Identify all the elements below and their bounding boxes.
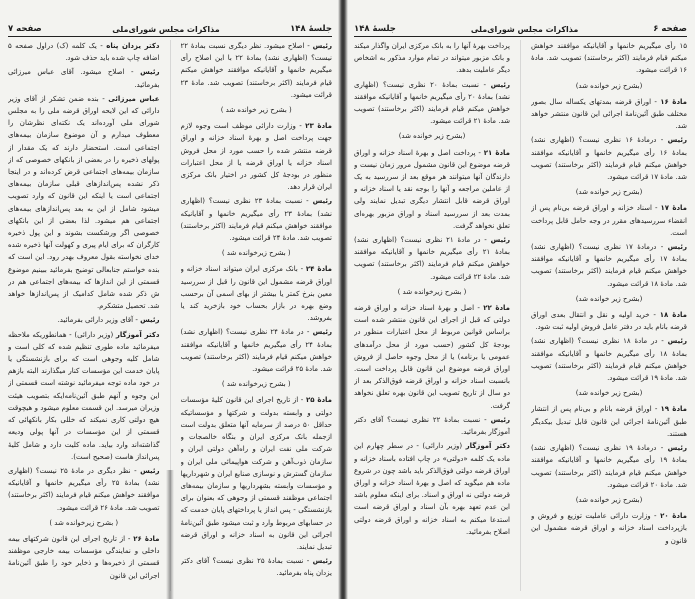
paragraph-text: - از تاریخ اجرای این قانون شرکتهای بیمه داخلی و نمایندگی مؤسسات بیمه خارجی موظفند قسمتی از ذخیره‌ها و ذخایر خود را طبق آئین‌نامهٔ اجرائی این قانون [8, 534, 160, 580]
speaker-name: دکتر یزدان پناه [106, 42, 160, 50]
reading-note [531, 387, 687, 399]
paragraph [181, 263, 333, 324]
reading-note [354, 286, 510, 298]
paragraph-text: - درمادهٔ ۱۶ نظری نیست؟ (اظهاری نشد) بمادهٔ ۱۶ رأی میگیریم خانمها و آقایانیکه موافقند خواهش میکنم قیام فرمایند (اکثر برخاستند) تصویب شد. مادهٔ ۱۷ قرائت میشود. [531, 136, 687, 182]
speaker-name: رئیس [667, 337, 687, 346]
reading-note [181, 104, 333, 116]
paragraph-text: ( بشرح زیرخوانده شد ) [221, 380, 291, 389]
speaker-name: رئیس [140, 316, 160, 325]
header-title: مذاکرات مجلس شورای‌ملی [470, 25, 579, 34]
paragraph-text: - اسناد خزانه و اوراق قرضه بی‌نام پس از انقضاء سررسیدهای مقرر در وجه حامل قابل پرداخت است. [531, 204, 687, 237]
speaker-name: رئیس [140, 68, 160, 77]
paragraph-text: - اوراق قرضه بمدتهای یکساله سال بصور مختلف طبق آئین‌نامهٔ اجرائی این قانون منتشر خواهد شد. [531, 97, 687, 131]
article-label: مادهٔ ۱۹ [660, 405, 687, 414]
paragraph-text: - اصل و بهرهٔ اسناد خزانه و اوراق قرضه دولتی که قبل از اجرای این قانون منتشر شده است براساس قوانین مربوط از محل اعتبارات منظور در بودجهٔ کل کشور (حسب مورد از محل درآمدهای عمومی یا برنامه) یا از محل وجوه حاصل از فروش اوراق قرضه موضوع این قانون قابل پرداخت است. بانسبت اسناد خزانه و اوراق قرضه فوق‌الذکر بعد از دو سال از تاریخ تصویب این قانون بهره تعلق نخواهد گرفت. [354, 304, 510, 410]
paragraph-text: پرداخت بهرهٔ آنها را به بانک مرکزی ایران واگذار میکند و بانک مزبور میتواند در تمام موارد مذکور به اشخاص دیگر عاملیت بدهد. [354, 42, 510, 75]
paragraph [8, 533, 160, 582]
paragraph-text: - از تاریخ اجرای این قانون کلیهٔ مؤسسات دولتی و وابسته بدولت و شرکتها و مؤسساتیکه حداقل ۵۰ درصد از سرمایه آنها متعلق بدولت است ازجمله بانک مرکزی ایران و بنگاه خالصجات و شرکت ملی نفت ایران و راه‌آهن دولتی ایران و سازمان ذوب‌آهن و شرکت هواپیمائی ملی ایران و سازمان گسترش و نوسازی صنایع ایران و شهرداریها و مؤسسات وابسته بشهرداریها و سازمان بیمه‌های اجتماعی موظفند قسمتی از وجوهی که بعنوان برای بازنشستگی - پس انداز یا پرداختهای پایان خدمت که در حسابهای مربوط وارد و ثبت میشود طبق آئین‌نامهٔ اجرائی این قانون به اسناد خزانه و اوراق قرضه تبدیل نمایند. [180, 396, 332, 551]
reading-note [181, 378, 333, 390]
paragraph-text: - نسبت بمادهٔ ۲۰ نظری نیست؟ (اظهاری نشد) بمادهٔ ۲۰ رأی میگیریم خانمها و آقایانیکه موافقند خواهش میکنم قیام فرمایند (اکثر برخاستند) تصویب شد. مادهٔ ۲۱ قرائت میشود. [354, 80, 510, 126]
paragraph [354, 440, 510, 538]
reading-note [181, 247, 333, 259]
speaker-name: رئیس [312, 328, 332, 337]
speaker-name: رئیس [490, 236, 510, 245]
speaker-name: رئیس [312, 557, 332, 566]
paragraph [8, 314, 160, 326]
reading-note [354, 130, 510, 142]
column [8, 40, 160, 591]
paragraph [354, 302, 510, 412]
speaker-name: رئیس [490, 415, 510, 424]
paragraph-text: - وزارت دارائی موظف است وجوه لازم جهت پرداخت اصل و بهرهٔ اسناد خزانه و اوراق قرضه منتشر شده را حسب مورد از محل فروش اسناد خزانه یا اوراق قرضه یا از محل اعتبارات منظور در بودجهٔ کل کشور در اختیار بانک مرکزی ایران قرار دهد. [180, 122, 332, 192]
paragraph [8, 66, 160, 90]
page-header-right [354, 20, 687, 37]
paragraph [8, 93, 160, 313]
speaker-name: رئیس [667, 444, 687, 453]
page-header-left [8, 20, 332, 37]
paragraph-text: ۱۵ رأی میگیریم خانمها و آقایانیکه موافقند خواهش میکنم قیام فرمایند (اکثر برخاستند) تصویب شد. مادهٔ ۱۶ قرائت میشود. [531, 42, 687, 75]
article-label: مادهٔ ۱۸ [659, 311, 687, 320]
column [354, 40, 510, 591]
paragraph [8, 40, 160, 64]
paragraph [354, 414, 510, 438]
paragraph-text: - در مادهٔ ۲۴ نظری نیست؟ (اظهاری نشد) بمادهٔ ۲۴ رأی میگیریم خانمها و آقایانیکه موافقند خواهش میکنم قیام فرمایند (اکثر برخاستند) تصویب شد. مادهٔ ۲۵ قرائت میشود. [180, 328, 332, 374]
paragraph [531, 96, 687, 133]
reading-note [531, 293, 687, 305]
scan-shadow [166, 470, 174, 599]
paragraph-text: (بشرح زیر خوانده شد) [575, 81, 643, 90]
reading-note [8, 517, 160, 529]
speaker-name: رئیس [312, 42, 332, 50]
page-right [346, 0, 695, 599]
article-label: مادهٔ ۲۳ [305, 122, 332, 131]
paragraph-text: (بشرح زیر خوانده شد) [575, 188, 643, 197]
paragraph [531, 241, 687, 290]
article-label: مادهٔ ۱۷ [660, 204, 687, 213]
column-divider [520, 40, 521, 591]
paragraph-text: (وزیر دارائی) - همانطوریکه ملاحظه میفرمائید ماده طوری تنظیم شده که کلی است و شامل کلیه وجوهی است که برای بازنشستگی یا پایان خدمت این مؤسسات کنار میگذارند البته بازهم در خود ماده توجه میفرمائید نوشته است قسمتی از این وجوه و آنهم طبق آئین‌نامه‌ایکه بتصویب هیئت وزیران میرسد. این قسمت معلوم میشود و هیچوقت هیچ دولتی کاری نمیکند که خللی بکار بانکهائی که قسمتی از این مؤسسات در آنها پولی ودیعه گذاشته‌اند وارد بیاید. ماده کلیت دارد و شامل کلیهٔ پس‌انداز هاست (صحیح است). [8, 330, 160, 461]
paragraph-text: - اوراق قرضه بانام و بی‌نام پس از انتشار طبق آئین‌نامهٔ اجرائی این قانون قابل تبدیل بیکدیگر هستند. [531, 405, 687, 438]
paragraph [8, 465, 160, 514]
paragraph-text: - نظر دیگری در مادهٔ ۲۵ نیست؟ (اظهاری نشد) بمادهٔ ۲۵ رأی میگیریم خانمها و آقایانیکه موافقند خواهش میکنم قیام فرمایند (اکثر برخاستند) تصویب شد. مادهٔ ۲۶ قرائت میشود. [8, 466, 160, 512]
paragraph [181, 40, 333, 101]
paragraph [531, 202, 687, 239]
speaker-name: عباس میرزائی [108, 94, 160, 103]
article-label: مادهٔ ۲۱ [483, 148, 510, 157]
paragraph [181, 120, 333, 193]
article-label: مادهٔ ۲۲ [483, 304, 510, 313]
paragraph-text: - در مادهٔ ۲۱ نظری نیست؟ (اظهاری نشد) بمادهٔ ۲۱ رأی میگیریم خانمها و آقایانیکه موافقند خواهش میکنم قیام فرمایند (اکثر برخاستند) تصویب شد. مادهٔ ۲۲ قرائت میشود. [354, 236, 510, 281]
page-number: صفحه ۶ [653, 24, 687, 34]
paragraph-text: (بشرح زیر خوانده شد) [575, 294, 643, 303]
paragraph [531, 134, 687, 183]
column [181, 40, 333, 591]
reading-note [531, 494, 687, 506]
paragraph [181, 195, 333, 244]
paragraph-text: ( بشرح زیرخوانده شد ) [221, 249, 291, 258]
reading-note [531, 80, 687, 92]
page-number: صفحه ۷ [8, 24, 42, 34]
paragraph [181, 394, 333, 553]
session-label: جلسهٔ ۱۴۸ [290, 24, 332, 34]
paragraph-text: - در مادهٔ ۱۸ نظری نیست؟ (اظهاری نشد) بمادهٔ ۱۸ رأی میگیریم خانمها و آقایانیکه موافقند خواهش میکنم قیام فرمایند (اکثر برخاستند) تصویب شد. مادهٔ ۱۹ قرائت میشود. [531, 337, 687, 383]
paragraph-text: - بنده ضمن تشکر از آقای وزیر دارائی که این لایحه اوراق قرضه ملی را به مجلس شورای ملی آورده‌اند یک نکته‌ای نظرشان را معطوف میدارم و آن موضوع سازمان بیمه‌های اجتماعی است. استحضار دارند که یک مقدار از پولهای ذخیره را در بعضی از بانکهای خصوصی که از سازمان بیمه‌های اجتماعی قرض کرده‌اند و در اینجا ذکر نشده پس‌اندازهای قبلی سازمان بیمه‌های اجتماعی است یا اینکه این قانون که وارد تصویب میشود شامل از این به بعد پس‌اندازهای بیمه‌های اجتماعی هم میشود. لذا بعضی از این بانکهای خصوصی اگر ورشکست بشوند و این پول ذخیره کارگران که برای ایام پیری و کهولت آنها ذخیره شده خدای نخواسته بقول معروف بهدر رود. این است که بنده خواستم جنابعالی توضیح بفرمائید ببینیم موضوع قسمتی از این اندازها که بیمه‌های اجتماعی هم در ش ذکر شده شامل کدامیک از پس‌اندازها خواهد شد. تحصیل متشکرم. [8, 94, 160, 311]
speaker-name: رئیس [667, 243, 687, 252]
speaker-name: رئیس [667, 136, 687, 145]
page-left [0, 0, 340, 599]
speaker-name: رئیس [490, 80, 510, 89]
paragraph [531, 335, 687, 384]
reading-note [531, 186, 687, 198]
paragraph [531, 309, 687, 333]
article-label: مادهٔ ۲۵ [305, 396, 332, 405]
paragraph-text: - نسبت بمادهٔ ۲۵ نظری نیست؟ آقای دکتر یزدان پناه بفرمائید. [180, 557, 332, 578]
paragraph-text: ( بشرح زیرخوانده شد ) [397, 287, 467, 296]
article-label: مادهٔ ۲۶ [133, 534, 160, 543]
paragraph [354, 147, 510, 232]
paragraph [531, 40, 687, 77]
speaker-name: دکتر آموزگار [465, 442, 510, 451]
article-label: مادهٔ ۲۴ [305, 265, 332, 274]
paragraph [354, 79, 510, 128]
speaker-name: دکتر آموزگار [115, 330, 160, 339]
paragraph-text: ( بشرح زیر خوانده شد ) [220, 106, 292, 115]
paragraph-text: (بشرح زیر خوانده شد) [398, 132, 466, 141]
paragraph-text: (وزیر دارائی) - در سطر چهارم این ماده یک کلمه «دولتی» در چاپ افتاده باسناد خزانه و اوراق قرضه دولتی فوق‌الذکر باید باشد چون در شروع ماده هم میگوید که اصل و بهرهٔ اسناد خزانه و اوراق قرضه دولتی نه اوراق و اسناد. برای اینکه معلوم باشد این عدم تعهد بهره بآن اسناد و اوراق قرضه است استدعا میکنم به اسناد خزانه و اوراق قرضه دولتی اصلاح بفرمائید. [354, 442, 510, 536]
paragraph [354, 234, 510, 283]
paragraph-text: - بانک مرکزی ایران میتواند اسناد خزانه و اوراق قرضه مشمول این قانون را قبل از سررسید معین بنرخ کمتر یا بیشتر از بهای اسمی آن برحسب وضع بهره در بازار بحساب خود بازخرید کند یا بفروشد. [180, 265, 332, 323]
paragraph [181, 326, 333, 375]
paragraph [531, 403, 687, 440]
article-label: مادهٔ ۱۶ [660, 97, 687, 106]
paragraph-text: - نسبت بمادهٔ ۲۳ نظری نیست؟ (اظهاری نشد) بمادهٔ ۲۳ رأی میگیریم خانمها و آقایانیکه موافقند خواهش میکنم قیام فرمایند (اکثر برخاستند) تصویب شد. مادهٔ ۲۴ قرائت میشود. [180, 197, 332, 243]
paragraph-text: - درمادهٔ ۱۹ نظری نیست؟ (اظهاری نشد) بمادهٔ ۱۹ رأی میگیریم خانمها و آقایانیکه موافقند خواهش میکنم قیام فرمایند (اکثر برخاستند) تصویب شد. مادهٔ ۲۰ قرائت میشود. [531, 444, 687, 489]
paragraph-text: - پرداخت اصل و بهرهٔ اسناد خزانه و اوراق قرضه موضوع این قانون مشمول مرور زمان نیست و دارندگان آنها میتوانند هر موقع بعد از سررسید به یک از عاملین مراجعه و آنها را بوجه نقد یا اسناد خزانه و اوراق قرضه قابل انتشار دیگری تبدیل نمایند ولی بمدت بعد از سررسید اسناد و اوراق مزبور بهره‌ای تعلق نخواهد گرفت. [354, 148, 510, 230]
paragraph [181, 555, 333, 579]
book-gutter [338, 0, 348, 599]
paragraph-text: - نسبت بمادهٔ ۲۲ نظری نیست؟ آقای دکتر آموزگار بفرمائید. [354, 415, 510, 437]
paragraph-text: ( بشرح زیرخوانده شد ) [49, 518, 119, 527]
paragraph-text: - وزارت دارائی عاملیت توزیع و فروش و بازپرداخت اسناد خزانه و اوراق قرضه مشمول این قانون و [531, 512, 687, 545]
paragraph-text: - یک کلمه (ک) دراول صفحه ۵ اضافه چاپ شده باید حذف شود. [8, 42, 160, 63]
paragraph-text: - خرید اولیه و نقل و انتقال بعدی اوراق قرضه بانام باید در دفتر عامل فروش اولیه ثبت شود. [531, 311, 687, 332]
paragraph-text: - درمادهٔ ۱۷ نظری نیست؟ (اظهاری نشد) بمادهٔ ۱۷ رأی میگیریم خانمها و آقایانیکه موافقند خواهش میکنم قیام فرمایند (اکثر برخاستند) تصویب شد. مادهٔ ۱۸ قرائت میشود. [531, 243, 687, 288]
session-label: جلسهٔ ۱۴۸ [354, 24, 396, 34]
paragraph-text: - آقای وزیر دارائی بفرمائید. [57, 316, 141, 325]
paragraph-text: (بشرح زیر خوانده شد) [575, 389, 643, 398]
text-columns-right [354, 40, 687, 591]
paragraph [8, 329, 160, 463]
paragraph-text: - اصلاح میشود. آقای عباس میرزائی بفرمائید. [8, 68, 160, 89]
paragraph-text: (بشرح زیر خوانده شد) [575, 495, 643, 504]
paragraph [531, 510, 687, 547]
column [531, 40, 687, 591]
speaker-name: رئیس [140, 466, 160, 475]
paragraph-text: - اصلاح میشود. نظر دیگری نسبت بمادهٔ ۲۲ نیست؟ (اظهاری نشد) بمادهٔ ۲۲ با این اصلاح رأی میگیریم خانمها و آقایانیکه موافقند خواهش میکنم قیام فرمایند (اکثر برخاستند) تصویب شد. مادهٔ ۲۳ قرائت میشود. [180, 42, 332, 99]
article-label: مادهٔ ۲۰ [660, 512, 687, 521]
speaker-name: رئیس [312, 197, 332, 206]
header-title: مذاکرات مجلس شورای‌ملی [112, 25, 220, 34]
paragraph [354, 40, 510, 77]
paragraph [531, 442, 687, 491]
